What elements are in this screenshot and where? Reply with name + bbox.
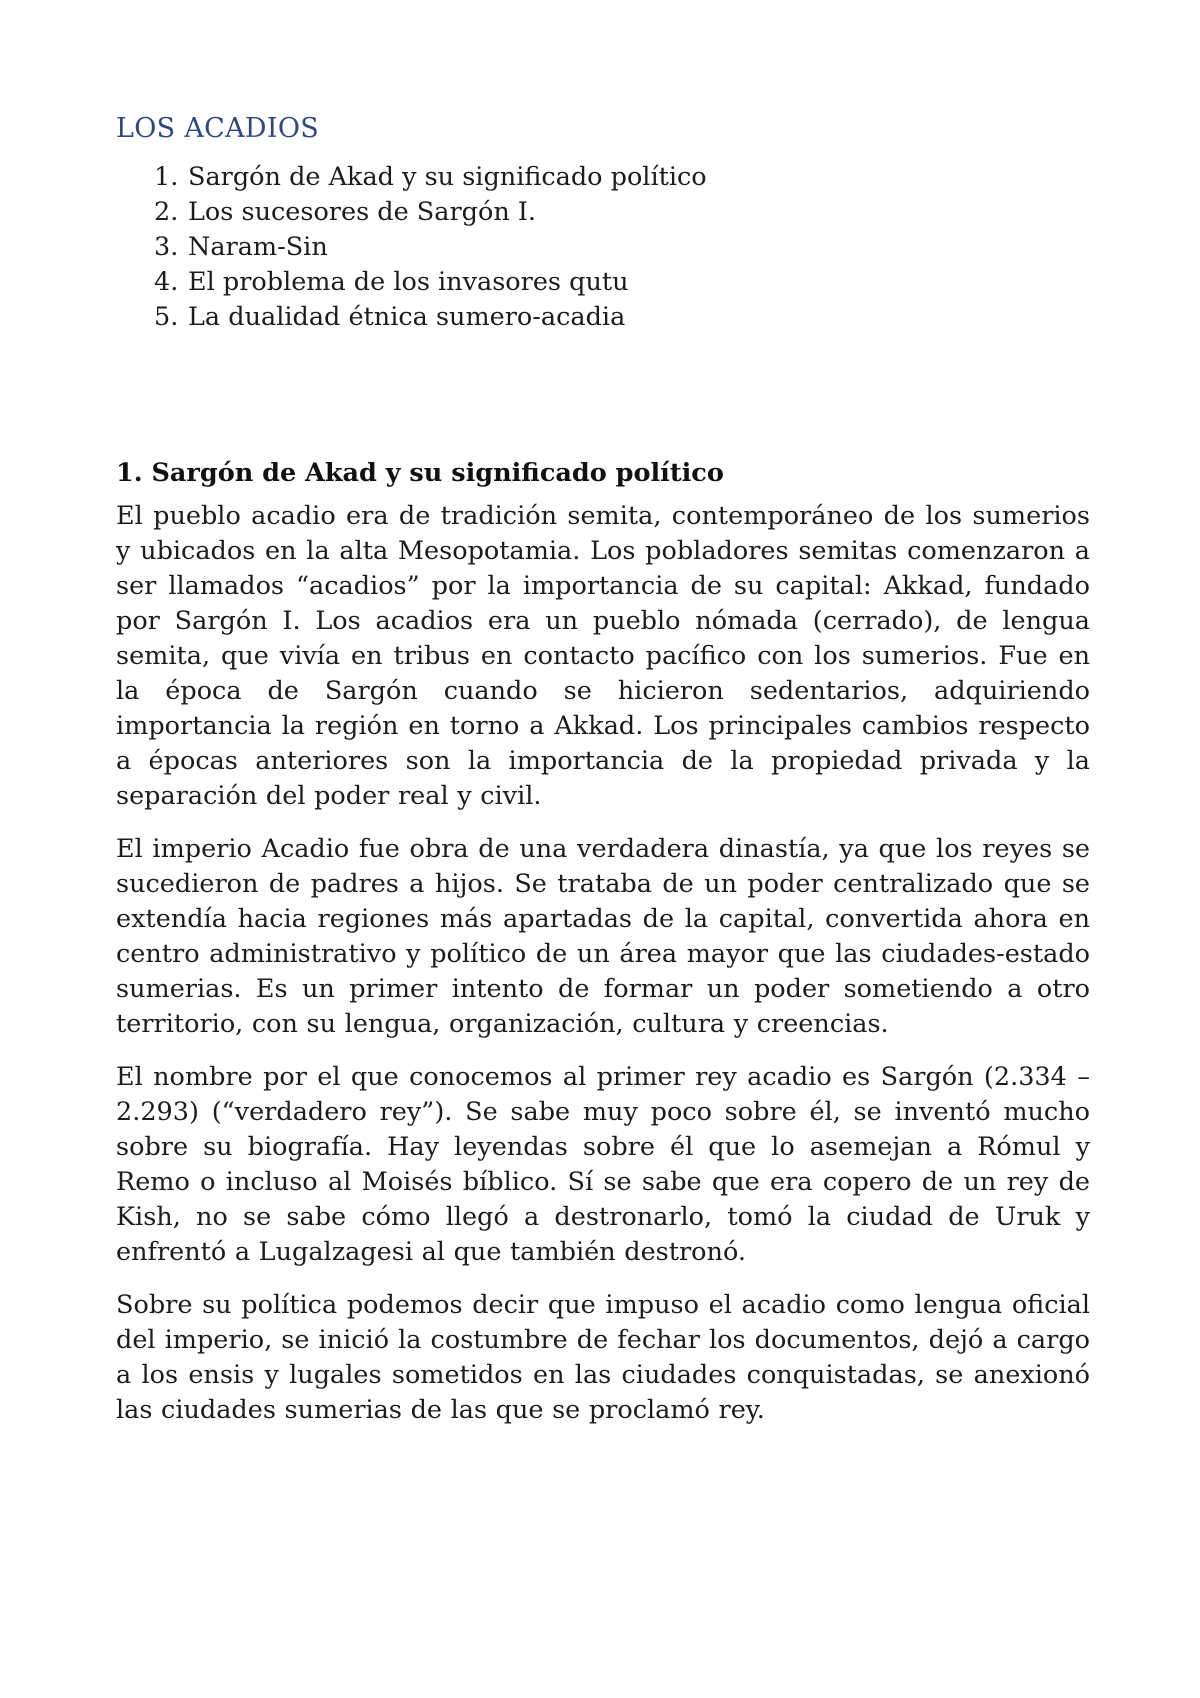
document-title: LOS ACADIOS (116, 113, 320, 144)
toc-item (154, 160, 1090, 195)
toc-item-number: 3. (154, 232, 179, 262)
toc-item-text: El problema de los invasores qutu (188, 267, 629, 297)
toc-item-number: 5. (154, 302, 179, 332)
body-paragraph: El imperio Acadio fue obra de una verdadera dinastía, ya que los reyes se sucedieron de padres a hijos. Se trataba de un poder centralizado que se extendía hacia regiones más apartadas de la capital, convertida ahora en centro administrativo y político de un área mayor que las ciudades-estado sumerias. Es un primer intento de formar un poder sometiendo a otro territorio, con su lengua, organización, cultura y creencias. (116, 834, 1090, 1039)
toc-item-text: Los sucesores de Sargón I. (188, 197, 537, 227)
body-paragraph: El pueblo acadio era de tradición semita, contemporáneo de los sumerios y ubicados en la alta Mesopotamia. Los pobladores semitas comenzaron a ser llamados “acadios” por la importancia de su capital: Akkad, fundado por Sargón I. Los acadios era un pueblo nómada (cerrado), de lengua semita, que vivía en tribus en contacto pacífico con los sumerios. Fue en la época de Sargón cuando se hicieron sedentarios, adquiriendo importancia la región en torno a Akkad. Los principales cambios respecto a épocas anteriores son la importancia de la propiedad privada y la separación del poder real y civil. (116, 501, 1090, 811)
toc-item-number: 4. (154, 267, 179, 297)
body-paragraph: Sobre su política podemos decir que impuso el acadio como lengua oficial del imperio, se inició la costumbre de fechar los documentos, dejó a cargo a los ensis y lugales sometidos en las ciudades conquistadas, se anexionó las ciudades sumerias de las que se proclamó rey. (116, 1290, 1090, 1425)
toc-item-text: Sargón de Akad y su significado político (188, 162, 707, 192)
table-of-contents (116, 160, 1090, 335)
toc-item-number: 1. (154, 162, 179, 192)
toc-item-number: 2. (154, 197, 179, 227)
toc-item-text: La dualidad étnica sumero-acadia (188, 302, 626, 332)
document-body (116, 110, 1090, 1446)
toc-item (154, 265, 1090, 300)
toc-item (154, 230, 1090, 265)
toc-item (154, 195, 1090, 230)
toc-item (154, 300, 1090, 335)
section-heading: 1. Sargón de Akad y su significado político (116, 458, 724, 488)
body-paragraph: El nombre por el que conocemos al primer rey acadio es Sargón (2.334 – 2.293) (“verdadero rey”). Se sabe muy poco sobre él, se inventó mucho sobre su biografía. Hay leyendas sobre él que lo asemejan a Rómul y Remo o incluso al Moisés bíblico. Sí se sabe que era copero de un rey de Kish, no se sabe cómo llegó a destronarlo, tomó la ciudad de Uruk y enfrentó a Lugalzagesi al que también destronó. (116, 1062, 1090, 1267)
toc-item-text: Naram-Sin (188, 232, 328, 262)
